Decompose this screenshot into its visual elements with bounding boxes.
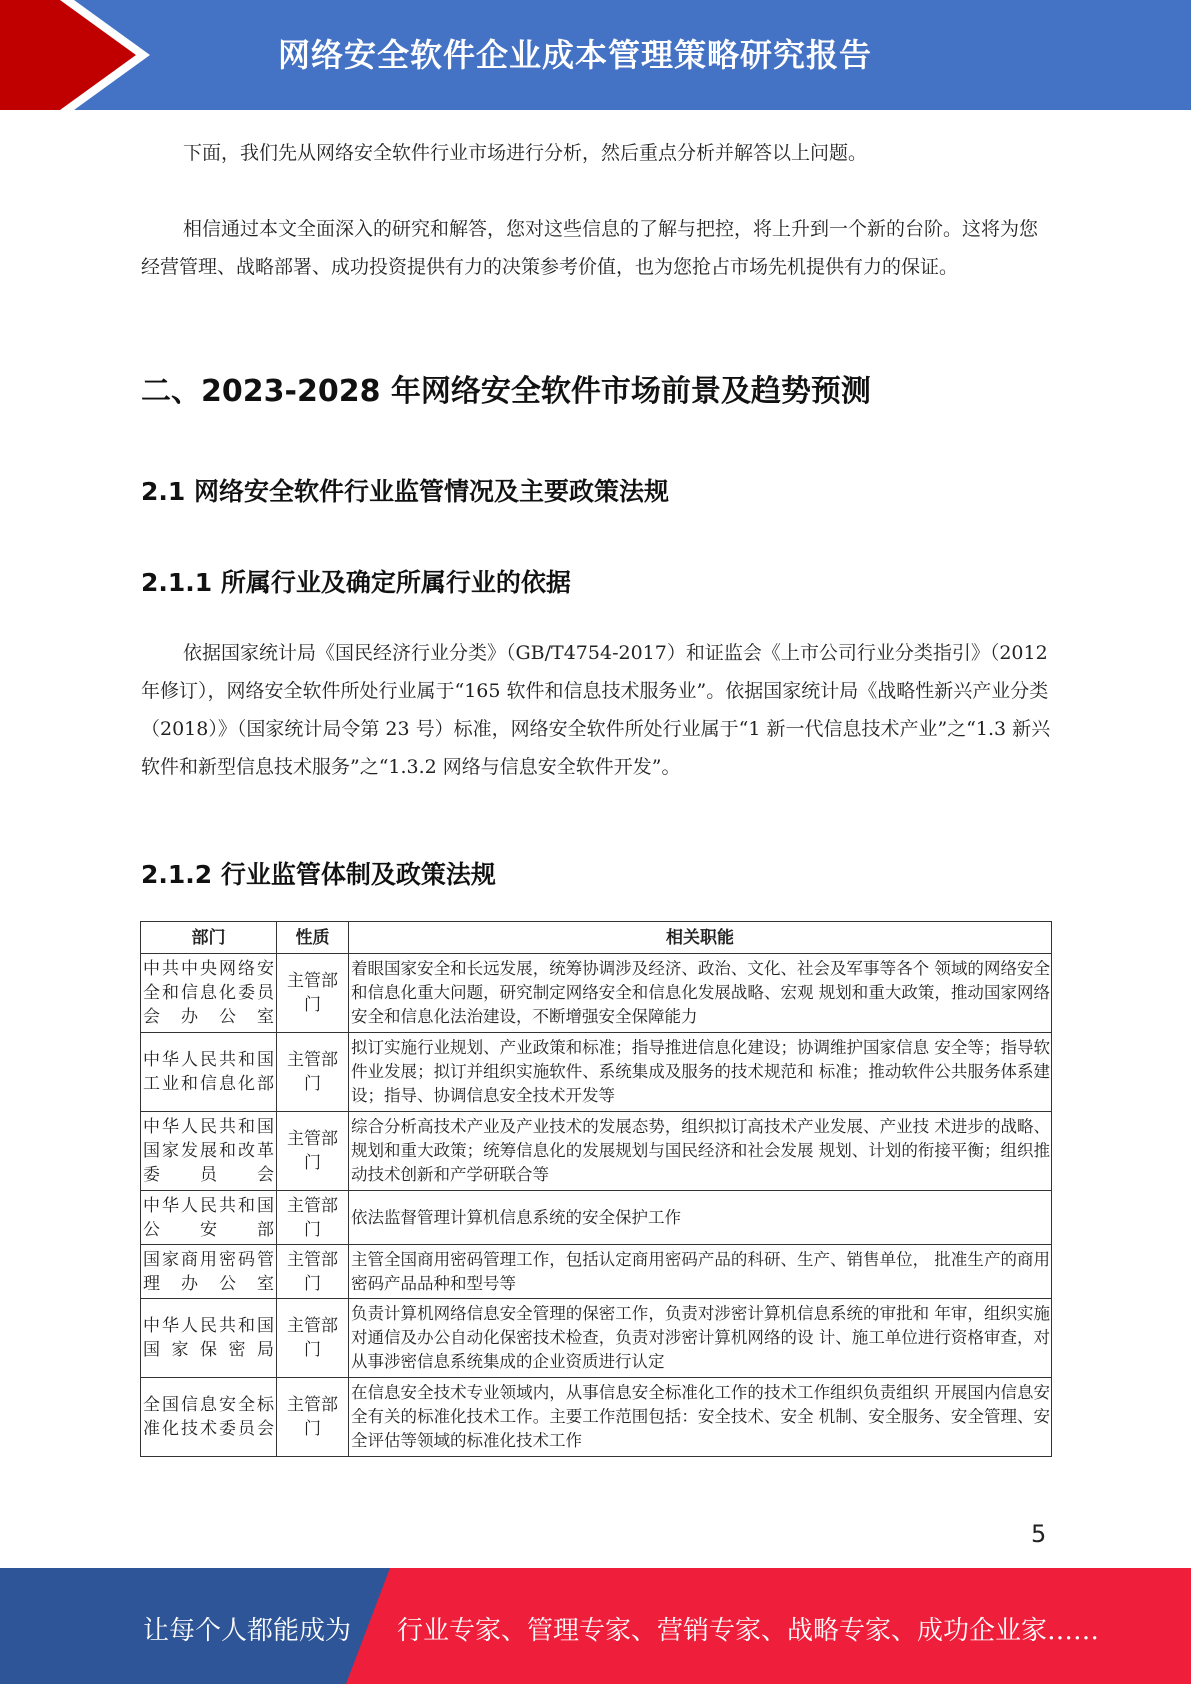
table-row bbox=[141, 1191, 1052, 1245]
table-row bbox=[141, 1245, 1052, 1299]
table-cell-nature: 主管部门 bbox=[277, 1033, 349, 1112]
table-cell-nature: 主管部门 bbox=[277, 1299, 349, 1378]
footer-slogan-left: 让每个人都能成为 bbox=[143, 1616, 352, 1646]
page-header bbox=[0, 0, 1191, 110]
table-cell-nature: 主管部门 bbox=[277, 1378, 349, 1457]
footer-slogan-right: 行业专家、管理专家、营销专家、战略专家、成功企业家…… bbox=[397, 1616, 1100, 1646]
subsection-heading-2-1-1: 2.1.1 所属行业及确定所属行业的依据 bbox=[141, 568, 571, 597]
table-cell-duty: 拟订实施行业规划、产业政策和标准；指导推进信息化建设；协调维护国家信息 安全等；指导软件业发展；拟订并组织实施软件、系统集成及服务的技术规范和 标准；推动软件公共服务体系建设；指导、协调信息安全技术开发等 bbox=[349, 1033, 1052, 1112]
table-row bbox=[141, 1112, 1052, 1191]
table-cell-nature: 主管部门 bbox=[277, 1245, 349, 1299]
table-cell-dept: 中华人民共和国国家保密局 bbox=[141, 1299, 277, 1378]
table-cell-nature: 主管部门 bbox=[277, 954, 349, 1033]
industry-basis-paragraph: 依据国家统计局《国民经济行业分类》（GB/T4754-2017）和证监会《上市公司行业分类指引》（2012 年修订），网络安全软件所处行业属于“165 软件和信息技术服务业”。依据国家统计局《战略性新兴产业分类（2018）》（国家统计局令第 23 号）标准，网络安全软件所处行业属于“1 新一代信息技术产业”之“1.3 新兴软件和新型信息技术服务”之“1.3.2 网络与信息安全软件开发”。 bbox=[141, 642, 1051, 778]
regulatory-table bbox=[140, 921, 1052, 1457]
header-arrow-decoration bbox=[0, 0, 150, 110]
table-cell-dept: 国家商用密码管理办公室 bbox=[141, 1245, 277, 1299]
table-cell-dept: 中华人民共和国公安部 bbox=[141, 1191, 277, 1245]
header-title: 网络安全软件企业成本管理策略研究报告 bbox=[278, 36, 873, 74]
page-number: 5 bbox=[1031, 1520, 1047, 1548]
table-row bbox=[141, 1299, 1052, 1378]
table-row bbox=[141, 1378, 1052, 1457]
table-row bbox=[141, 1033, 1052, 1112]
table-cell-duty: 综合分析高技术产业及产业技术的发展态势，组织拟订高技术产业发展、产业技 术进步的战略、规划和重大政策；统筹信息化的发展规划与国民经济和社会发展 规划、计划的衔接平衡；组织推动技术创新和产学研联合等 bbox=[349, 1112, 1052, 1191]
table-cell-duty: 在信息安全技术专业领域内，从事信息安全标准化工作的技术工作组织负责组织 开展国内信息安全有关的标准化技术工作。主要工作范围包括：安全技术、安全 机制、安全服务、安全管理、安全评估等领域的标准化技术工作 bbox=[349, 1378, 1052, 1457]
intro-paragraph: 下面，我们先从网络安全软件行业市场进行分析，然后重点分析并解答以上问题。 bbox=[183, 142, 868, 164]
table-cell-dept: 中共中央网络安全和信息化委员会办公室 bbox=[141, 954, 277, 1033]
column-header-nature: 性质 bbox=[277, 922, 349, 954]
table-row bbox=[141, 954, 1052, 1033]
table-cell-duty: 负责计算机网络信息安全管理的保密工作，负责对涉密计算机信息系统的审批和 年审，组织实施对通信及办公自动化保密技术检查，负责对涉密计算机网络的设 计、施工单位进行资格审查，对从事涉密信息系统集成的企业资质进行认定 bbox=[349, 1299, 1052, 1378]
table-cell-dept: 中华人民共和国国家发展和改革委员会 bbox=[141, 1112, 277, 1191]
table-cell-dept: 中华人民共和国工业和信息化部 bbox=[141, 1033, 277, 1112]
table-cell-nature: 主管部门 bbox=[277, 1112, 349, 1191]
table-cell-duty: 主管全国商用密码管理工作，包括认定商用密码产品的科研、生产、销售单位， 批准生产的商用密码产品品种和型号等 bbox=[349, 1245, 1052, 1299]
table-cell-duty: 着眼国家安全和长远发展，统筹协调涉及经济、政治、文化、社会及军事等各个 领域的网络安全和信息化重大问题，研究制定网络安全和信息化发展战略、宏观 规划和重大政策，推动国家网络安全和信息化法治建设，不断增强安全保障能力 bbox=[349, 954, 1052, 1033]
section-heading: 二、2023-2028 年网络安全软件市场前景及趋势预测 bbox=[141, 374, 871, 409]
table-cell-duty: 依法监督管理计算机信息系统的安全保护工作 bbox=[349, 1191, 1052, 1245]
table-cell-dept: 全国信息安全标准化技术委员会 bbox=[141, 1378, 277, 1457]
table-header-row bbox=[141, 922, 1052, 954]
subsection-heading-2-1-2: 2.1.2 行业监管体制及政策法规 bbox=[141, 860, 496, 889]
page-footer bbox=[0, 1568, 1191, 1684]
summary-paragraph: 相信通过本文全面深入的研究和解答，您对这些信息的了解与把控，将上升到一个新的台阶。这将为您经营管理、战略部署、成功投资提供有力的决策参考价值，也为您抢占市场先机提供有力的保证。 bbox=[141, 218, 1039, 278]
table-cell-nature: 主管部门 bbox=[277, 1191, 349, 1245]
subsection-heading-2-1: 2.1 网络安全软件行业监管情况及主要政策法规 bbox=[141, 477, 669, 506]
column-header-duty: 相关职能 bbox=[349, 922, 1052, 954]
column-header-dept: 部门 bbox=[141, 922, 277, 954]
